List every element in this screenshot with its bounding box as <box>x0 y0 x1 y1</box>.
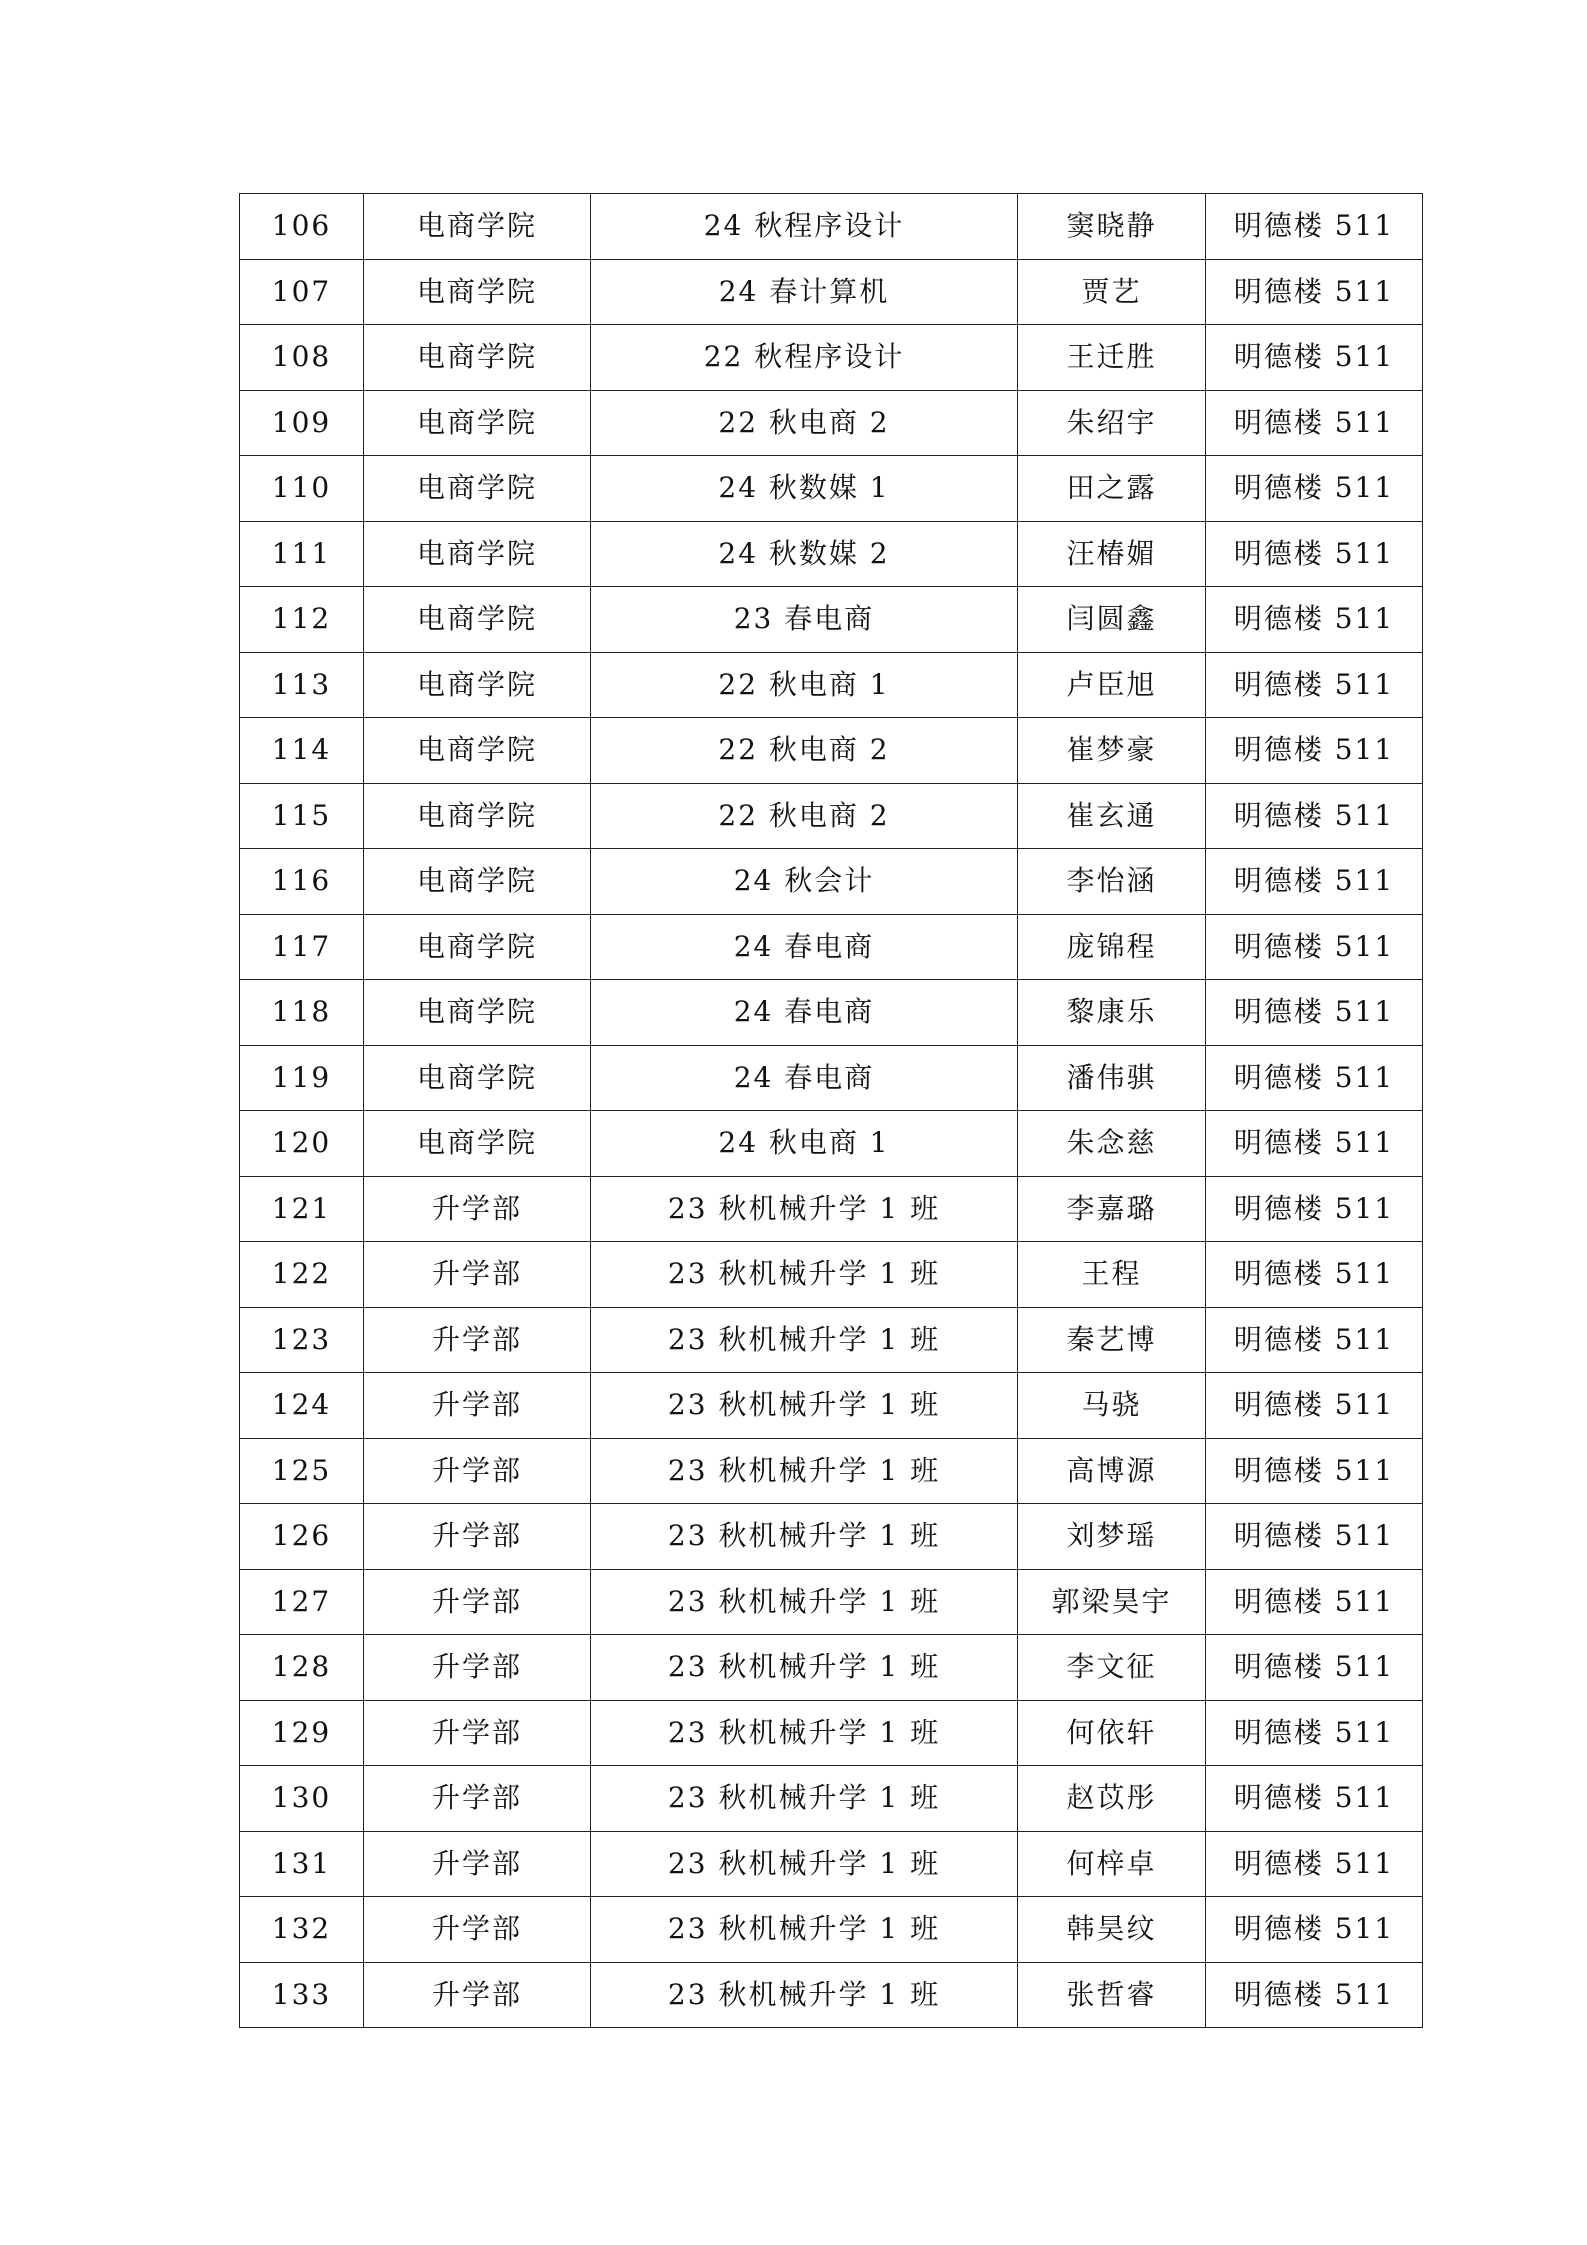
table-row <box>240 1242 1423 1308</box>
department-cell: 电商学院 <box>364 1111 591 1177</box>
class-cell: 24 秋会计 <box>591 849 1018 915</box>
exam-room-cell: 明德楼 511 <box>1206 1242 1423 1308</box>
table-row <box>240 1831 1423 1897</box>
class-cell: 23 秋机械升学 1 班 <box>591 1504 1018 1570</box>
student-name-cell: 潘伟骐 <box>1018 1045 1206 1111</box>
exam-room-cell: 明德楼 511 <box>1206 1635 1423 1701</box>
department-cell: 电商学院 <box>364 1045 591 1111</box>
student-name-cell: 李嘉璐 <box>1018 1176 1206 1242</box>
table-row <box>240 1962 1423 2028</box>
class-cell: 22 秋电商 2 <box>591 783 1018 849</box>
exam-room-cell: 明德楼 511 <box>1206 1373 1423 1439</box>
exam-room-cell: 明德楼 511 <box>1206 587 1423 653</box>
class-cell: 24 秋数媒 2 <box>591 521 1018 587</box>
row-number-cell: 118 <box>240 980 364 1046</box>
row-number-cell: 112 <box>240 587 364 653</box>
student-name-cell: 何依轩 <box>1018 1700 1206 1766</box>
department-cell: 电商学院 <box>364 783 591 849</box>
class-cell: 23 秋机械升学 1 班 <box>591 1635 1018 1701</box>
row-number-cell: 117 <box>240 914 364 980</box>
row-number-cell: 119 <box>240 1045 364 1111</box>
row-number-cell: 127 <box>240 1569 364 1635</box>
student-name-cell: 庞锦程 <box>1018 914 1206 980</box>
roster-body <box>240 194 1423 2028</box>
exam-room-cell: 明德楼 511 <box>1206 718 1423 784</box>
exam-room-cell: 明德楼 511 <box>1206 259 1423 325</box>
exam-room-cell: 明德楼 511 <box>1206 1504 1423 1570</box>
class-cell: 23 秋机械升学 1 班 <box>591 1831 1018 1897</box>
row-number-cell: 122 <box>240 1242 364 1308</box>
student-name-cell: 崔梦豪 <box>1018 718 1206 784</box>
exam-room-cell: 明德楼 511 <box>1206 849 1423 915</box>
table-row <box>240 194 1423 260</box>
row-number-cell: 126 <box>240 1504 364 1570</box>
table-row <box>240 587 1423 653</box>
table-row <box>240 1307 1423 1373</box>
row-number-cell: 110 <box>240 456 364 522</box>
exam-room-cell: 明德楼 511 <box>1206 1176 1423 1242</box>
class-cell: 23 秋机械升学 1 班 <box>591 1569 1018 1635</box>
exam-room-cell: 明德楼 511 <box>1206 456 1423 522</box>
row-number-cell: 121 <box>240 1176 364 1242</box>
table-row <box>240 325 1423 391</box>
student-name-cell: 马骁 <box>1018 1373 1206 1439</box>
department-cell: 电商学院 <box>364 390 591 456</box>
exam-room-cell: 明德楼 511 <box>1206 914 1423 980</box>
row-number-cell: 133 <box>240 1962 364 2028</box>
department-cell: 升学部 <box>364 1307 591 1373</box>
department-cell: 电商学院 <box>364 980 591 1046</box>
row-number-cell: 120 <box>240 1111 364 1177</box>
student-name-cell: 汪椿媚 <box>1018 521 1206 587</box>
department-cell: 升学部 <box>364 1438 591 1504</box>
exam-room-cell: 明德楼 511 <box>1206 1897 1423 1963</box>
exam-room-cell: 明德楼 511 <box>1206 980 1423 1046</box>
row-number-cell: 115 <box>240 783 364 849</box>
exam-room-cell: 明德楼 511 <box>1206 1831 1423 1897</box>
class-cell: 24 春电商 <box>591 980 1018 1046</box>
exam-room-cell: 明德楼 511 <box>1206 1438 1423 1504</box>
exam-room-cell: 明德楼 511 <box>1206 521 1423 587</box>
table-row <box>240 1438 1423 1504</box>
table-row <box>240 718 1423 784</box>
department-cell: 电商学院 <box>364 587 591 653</box>
student-name-cell: 李文征 <box>1018 1635 1206 1701</box>
student-name-cell: 黎康乐 <box>1018 980 1206 1046</box>
class-cell: 23 秋机械升学 1 班 <box>591 1438 1018 1504</box>
class-cell: 24 春电商 <box>591 914 1018 980</box>
table-row <box>240 1176 1423 1242</box>
student-name-cell: 赵苡彤 <box>1018 1766 1206 1832</box>
class-cell: 23 秋机械升学 1 班 <box>591 1176 1018 1242</box>
class-cell: 23 秋机械升学 1 班 <box>591 1962 1018 2028</box>
row-number-cell: 124 <box>240 1373 364 1439</box>
row-number-cell: 132 <box>240 1897 364 1963</box>
exam-room-cell: 明德楼 511 <box>1206 194 1423 260</box>
exam-room-cell: 明德楼 511 <box>1206 652 1423 718</box>
row-number-cell: 108 <box>240 325 364 391</box>
student-name-cell: 卢臣旭 <box>1018 652 1206 718</box>
student-name-cell: 李怡涵 <box>1018 849 1206 915</box>
class-cell: 22 秋程序设计 <box>591 325 1018 391</box>
class-cell: 23 秋机械升学 1 班 <box>591 1897 1018 1963</box>
class-cell: 24 秋程序设计 <box>591 194 1018 260</box>
student-name-cell: 王程 <box>1018 1242 1206 1308</box>
table-row <box>240 1373 1423 1439</box>
department-cell: 升学部 <box>364 1897 591 1963</box>
exam-room-cell: 明德楼 511 <box>1206 1962 1423 2028</box>
class-cell: 24 春计算机 <box>591 259 1018 325</box>
department-cell: 升学部 <box>364 1242 591 1308</box>
class-cell: 23 春电商 <box>591 587 1018 653</box>
exam-room-cell: 明德楼 511 <box>1206 1766 1423 1832</box>
table-row <box>240 1045 1423 1111</box>
row-number-cell: 107 <box>240 259 364 325</box>
row-number-cell: 111 <box>240 521 364 587</box>
department-cell: 电商学院 <box>364 194 591 260</box>
exam-room-cell: 明德楼 511 <box>1206 1307 1423 1373</box>
student-name-cell: 高博源 <box>1018 1438 1206 1504</box>
class-cell: 24 春电商 <box>591 1045 1018 1111</box>
department-cell: 升学部 <box>364 1831 591 1897</box>
table-row <box>240 1766 1423 1832</box>
table-row <box>240 1635 1423 1701</box>
student-name-cell: 张哲睿 <box>1018 1962 1206 2028</box>
class-cell: 23 秋机械升学 1 班 <box>591 1242 1018 1308</box>
table-row <box>240 1897 1423 1963</box>
class-cell: 22 秋电商 1 <box>591 652 1018 718</box>
table-row <box>240 1504 1423 1570</box>
row-number-cell: 106 <box>240 194 364 260</box>
exam-room-cell: 明德楼 511 <box>1206 1569 1423 1635</box>
class-cell: 22 秋电商 2 <box>591 390 1018 456</box>
table-row <box>240 521 1423 587</box>
class-cell: 23 秋机械升学 1 班 <box>591 1766 1018 1832</box>
department-cell: 电商学院 <box>364 325 591 391</box>
row-number-cell: 116 <box>240 849 364 915</box>
department-cell: 电商学院 <box>364 521 591 587</box>
table-row <box>240 980 1423 1046</box>
table-row <box>240 914 1423 980</box>
department-cell: 电商学院 <box>364 652 591 718</box>
department-cell: 升学部 <box>364 1962 591 2028</box>
class-cell: 23 秋机械升学 1 班 <box>591 1373 1018 1439</box>
student-name-cell: 秦艺博 <box>1018 1307 1206 1373</box>
student-name-cell: 朱绍宇 <box>1018 390 1206 456</box>
department-cell: 升学部 <box>364 1373 591 1439</box>
class-cell: 23 秋机械升学 1 班 <box>591 1700 1018 1766</box>
row-number-cell: 109 <box>240 390 364 456</box>
student-name-cell: 崔玄通 <box>1018 783 1206 849</box>
student-name-cell: 韩昊纹 <box>1018 1897 1206 1963</box>
department-cell: 升学部 <box>364 1635 591 1701</box>
row-number-cell: 128 <box>240 1635 364 1701</box>
row-number-cell: 125 <box>240 1438 364 1504</box>
row-number-cell: 130 <box>240 1766 364 1832</box>
exam-room-cell: 明德楼 511 <box>1206 1700 1423 1766</box>
exam-room-cell: 明德楼 511 <box>1206 1045 1423 1111</box>
student-name-cell: 贾艺 <box>1018 259 1206 325</box>
table-row <box>240 652 1423 718</box>
exam-room-cell: 明德楼 511 <box>1206 783 1423 849</box>
department-cell: 升学部 <box>364 1504 591 1570</box>
student-name-cell: 闫圆鑫 <box>1018 587 1206 653</box>
class-cell: 24 秋电商 1 <box>591 1111 1018 1177</box>
row-number-cell: 129 <box>240 1700 364 1766</box>
row-number-cell: 113 <box>240 652 364 718</box>
department-cell: 电商学院 <box>364 849 591 915</box>
department-cell: 电商学院 <box>364 456 591 522</box>
department-cell: 电商学院 <box>364 259 591 325</box>
department-cell: 升学部 <box>364 1700 591 1766</box>
department-cell: 电商学院 <box>364 914 591 980</box>
department-cell: 电商学院 <box>364 718 591 784</box>
row-number-cell: 123 <box>240 1307 364 1373</box>
row-number-cell: 114 <box>240 718 364 784</box>
table-row <box>240 849 1423 915</box>
table-row <box>240 259 1423 325</box>
row-number-cell: 131 <box>240 1831 364 1897</box>
student-name-cell: 窦晓静 <box>1018 194 1206 260</box>
student-name-cell: 田之露 <box>1018 456 1206 522</box>
student-roster-table <box>239 193 1423 2028</box>
table-row <box>240 456 1423 522</box>
class-cell: 22 秋电商 2 <box>591 718 1018 784</box>
student-name-cell: 王迁胜 <box>1018 325 1206 391</box>
exam-room-cell: 明德楼 511 <box>1206 325 1423 391</box>
student-name-cell: 郭梁昊宇 <box>1018 1569 1206 1635</box>
student-name-cell: 朱念慈 <box>1018 1111 1206 1177</box>
student-name-cell: 何梓卓 <box>1018 1831 1206 1897</box>
table-row <box>240 1569 1423 1635</box>
class-cell: 23 秋机械升学 1 班 <box>591 1307 1018 1373</box>
department-cell: 升学部 <box>364 1766 591 1832</box>
table-row <box>240 390 1423 456</box>
department-cell: 升学部 <box>364 1176 591 1242</box>
class-cell: 24 秋数媒 1 <box>591 456 1018 522</box>
student-name-cell: 刘梦瑶 <box>1018 1504 1206 1570</box>
department-cell: 升学部 <box>364 1569 591 1635</box>
exam-room-cell: 明德楼 511 <box>1206 1111 1423 1177</box>
exam-room-cell: 明德楼 511 <box>1206 390 1423 456</box>
table-row <box>240 1111 1423 1177</box>
table-row <box>240 783 1423 849</box>
table-row <box>240 1700 1423 1766</box>
